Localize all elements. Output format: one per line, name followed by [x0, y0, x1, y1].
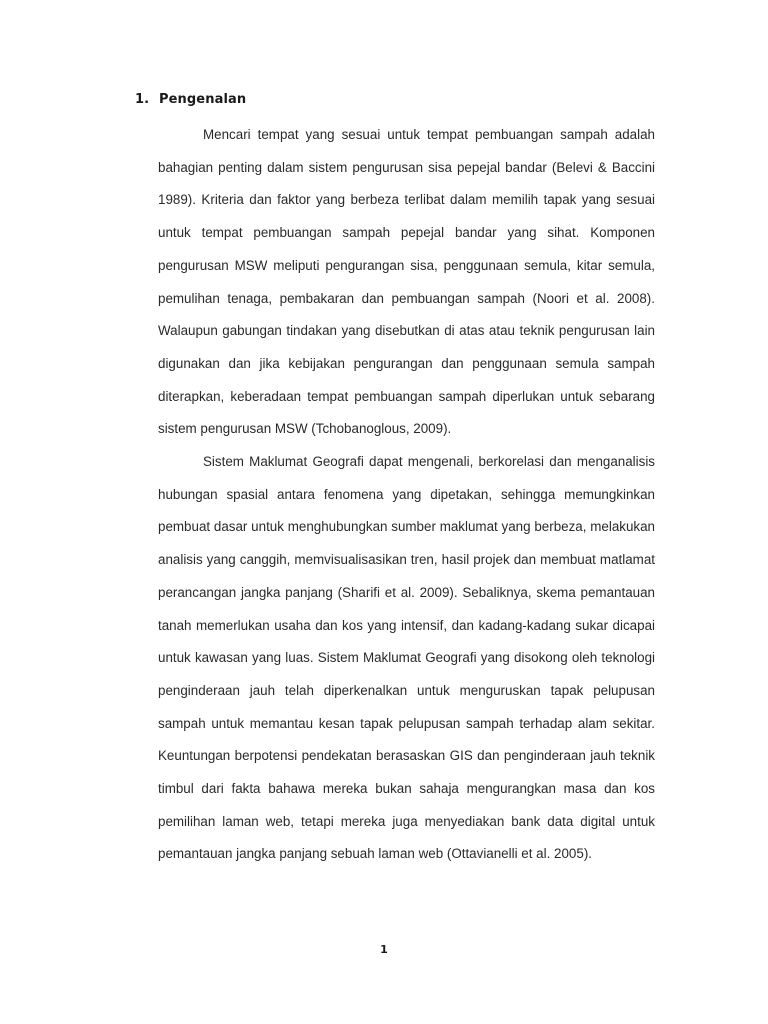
body-text [158, 119, 655, 871]
paragraph-1: Mencari tempat yang sesuai untuk tempat pembuangan sampah adalah bahagian penting dalam sistem pengurusan sisa pepejal bandar (Belevi & Baccini 1989). Kriteria dan faktor yang berbeza terlibat dalam memilih tapak yang sesuai untuk tempat pembuangan sampah pepejal bandar yang sihat. Komponen pengurusan MSW meliputi pengurangan sisa, penggunaan semula, kitar semula, pemulihan tenaga, pembakaran dan pembuangan sampah (Noori et al. 2008). Walaupun gabungan tindakan yang disebutkan di atas atau teknik pengurusan lain digunakan dan jika kebijakan pengurangan dan penggunaan semula sampah diterapkan, keberadaan tempat pembuangan sampah diperlukan untuk sebarang sistem pengurusan MSW (Tchobanoglous, 2009). [158, 127, 655, 437]
section-title: Pengenalan [159, 92, 247, 107]
page-number: 1 [380, 943, 388, 956]
section-heading [135, 92, 246, 107]
paragraph-2: Sistem Maklumat Geografi dapat mengenali, berkorelasi dan menganalisis hubungan spasial antara fenomena yang dipetakan, sehingga memungkinkan pembuat dasar untuk menghubungkan sumber maklumat yang berbeza, melakukan analisis yang canggih, memvisualisasikan tren, hasil projek dan membuat matlamat perancangan jangka panjang (Sharifi et al. 2009). Sebaliknya, skema pemantauan tanah memerlukan usaha dan kos yang intensif, dan kadang-kadang sukar dicapai untuk kawasan yang luas. Sistem Maklumat Geografi yang disokong oleh teknologi penginderaan jauh telah diperkenalkan untuk menguruskan tapak pelupusan sampah untuk memantau kesan tapak pelupusan sampah terhadap alam sekitar. Keuntungan berpotensi pendekatan berasaskan GIS dan penginderaan jauh teknik timbul dari fakta bahawa mereka bukan sahaja mengurangkan masa dan kos pemilihan laman web, tetapi mereka juga menyediakan bank data digital untuk pemantauan jangka panjang sebuah laman web (Ottavianelli et al. 2005). [158, 454, 655, 862]
section-number: 1. [135, 92, 150, 107]
